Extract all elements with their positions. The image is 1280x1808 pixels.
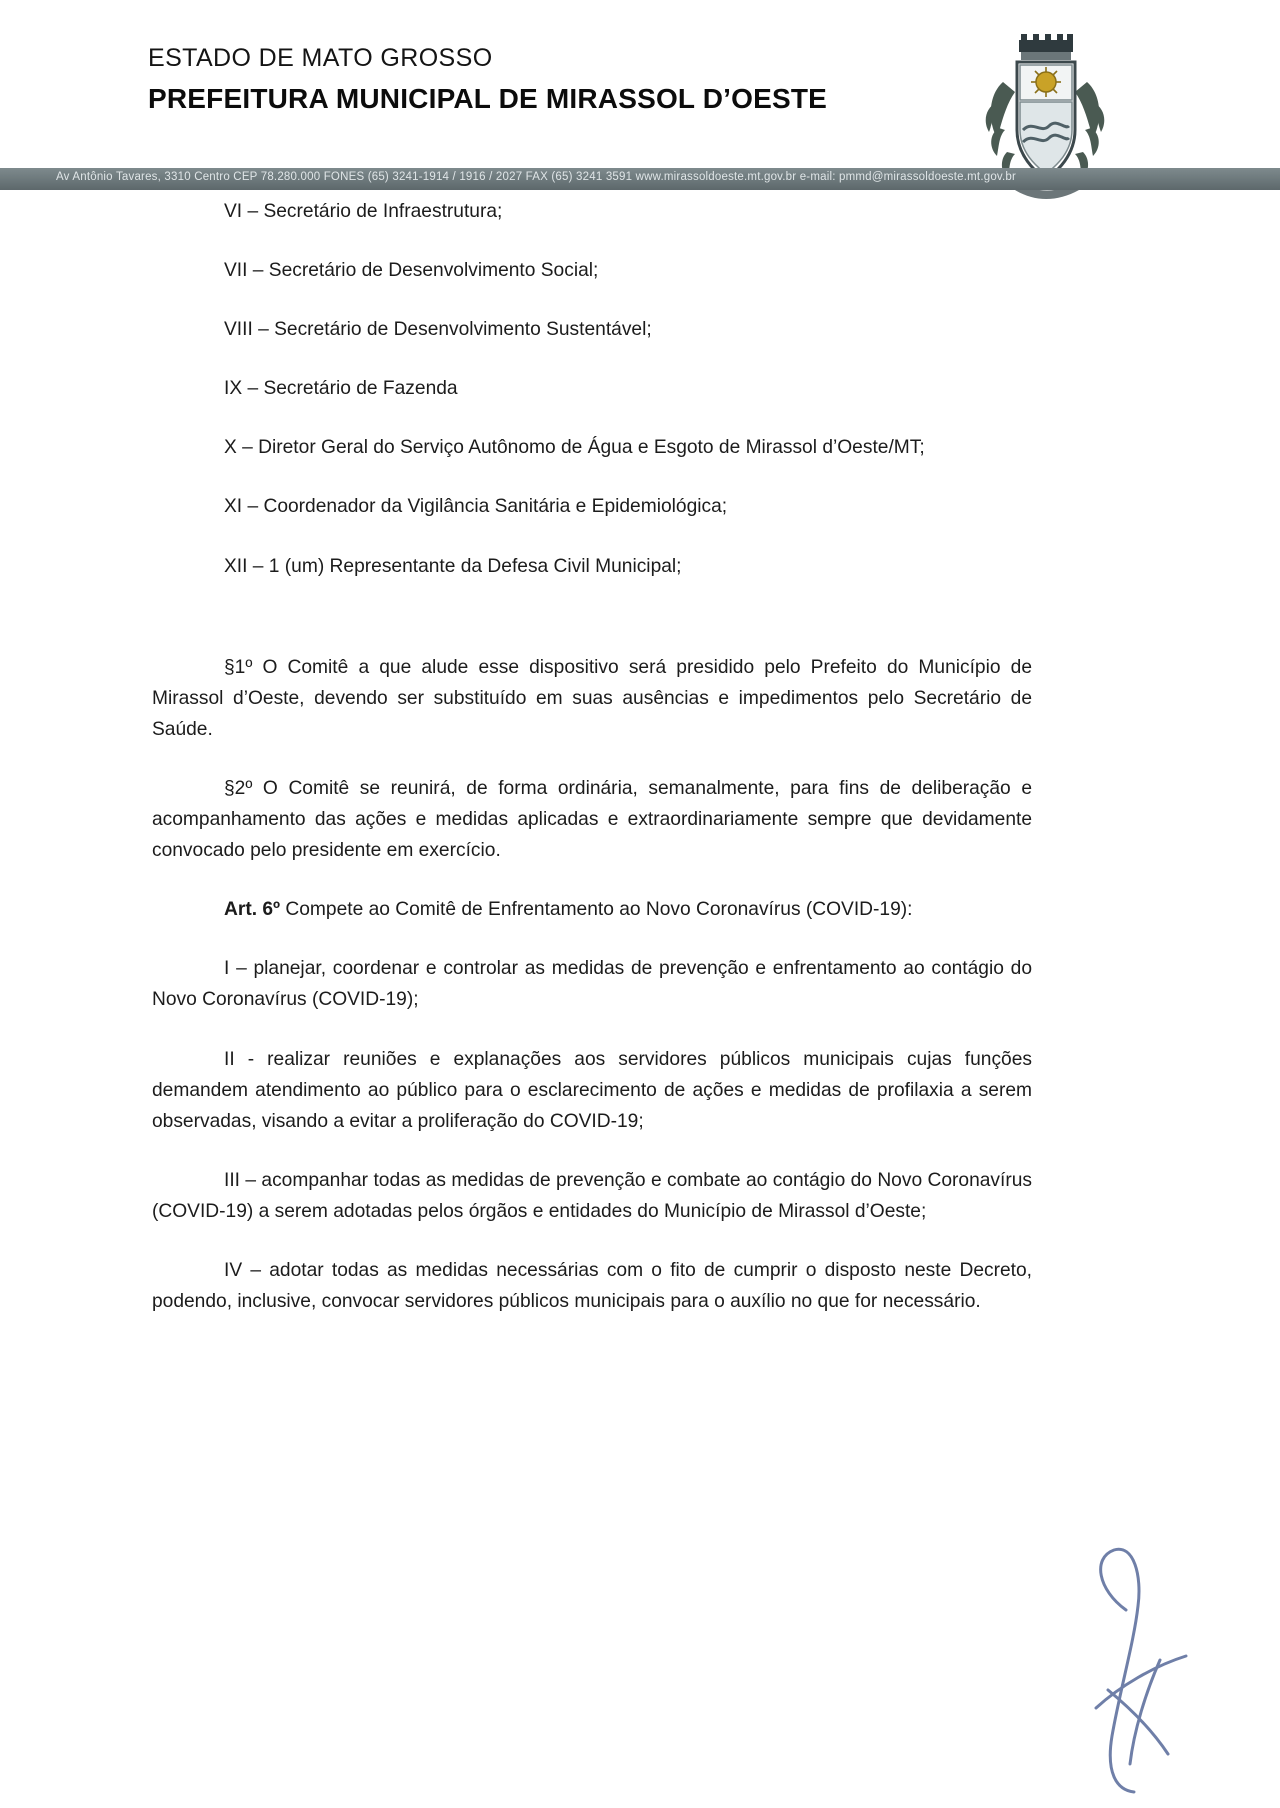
list-item: IX – Secretário de Fazenda xyxy=(224,378,458,400)
list-item: X – Diretor Geral do Serviço Autônomo de Água e Esgoto de Mirassol d’Oeste/MT; xyxy=(224,437,925,459)
article-6-text: Compete ao Comitê de Enfrentamento ao Novo Coronavírus (COVID-19): xyxy=(280,899,913,921)
paragraph-1: §1º O Comitê a que alude esse dispositivo será presidido pelo Prefeito do Município de Mirassol d’Oeste, devendo ser substituído em suas ausências e impedimentos pelo Secretário de Saúde. xyxy=(152,656,1032,740)
list-item: VIII – Secretário de Desenvolvimento Sustentável; xyxy=(224,319,652,341)
list-item: VII – Secretário de Desenvolvimento Social; xyxy=(224,260,599,282)
article-6-label: Art. 6º xyxy=(224,899,281,921)
list-item: XII – 1 (um) Representante da Defesa Civil Municipal; xyxy=(224,555,682,577)
contact-info-text: Av Antônio Tavares, 3310 Centro CEP 78.280.000 FONES (65) 3241-1914 / 1916 / 2027 FAX (65) 3241 3591 www.mirassoldoeste.mt.gov.br e-mail: pmmd@mirassoldoeste.mt.gov.br xyxy=(56,171,1017,183)
state-title: ESTADO DE MATO GROSSO xyxy=(148,44,493,72)
article-6-item: I – planejar, coordenar e controlar as medidas de prevenção e enfrentamento ao contágio do Novo Coronavírus (COVID-19); xyxy=(152,958,1032,1011)
list-item: XI – Coordenador da Vigilância Sanitária e Epidemiológica; xyxy=(224,496,728,518)
article-6-item: II - realizar reuniões e explanações aos servidores públicos municipais cujas funções demandem atendimento ao público para o esclarecimento de ações e medidas de profilaxia a serem observadas, visando a evitar a proliferação do COVID-19; xyxy=(152,1048,1032,1132)
header-text-block xyxy=(148,44,968,115)
document-header xyxy=(0,34,1280,174)
handwritten-signature-icon xyxy=(1090,1540,1240,1800)
document-content xyxy=(152,196,1032,1345)
municipality-title: PREFEITURA MUNICIPAL DE MIRASSOL D’OESTE xyxy=(148,83,828,114)
contact-info-band xyxy=(0,168,1280,190)
article-6-item: III – acompanhar todas as medidas de prevenção e combate ao contágio do Novo Coronavírus (COVID-19) a serem adotadas pelos órgãos e entidades do Município de Mirassol d’Oeste; xyxy=(152,1169,1032,1222)
list-item: VI – Secretário de Infraestrutura; xyxy=(224,201,503,222)
paragraph-2: §2º O Comitê se reunirá, de forma ordinária, semanalmente, para fins de deliberação e acompanhamento das ações e medidas aplicadas e extraordinariamente sempre que devidamente convocado pelo presidente em exercício. xyxy=(152,777,1032,862)
section-spacer xyxy=(152,610,1032,652)
article-6-item: IV – adotar todas as medidas necessárias com o fito de cumprir o disposto neste Decreto, podendo, inclusive, convocar servidores públicos municipais para o auxílio no que for necessário. xyxy=(152,1259,1032,1313)
article-6-paragraph xyxy=(152,894,1032,925)
